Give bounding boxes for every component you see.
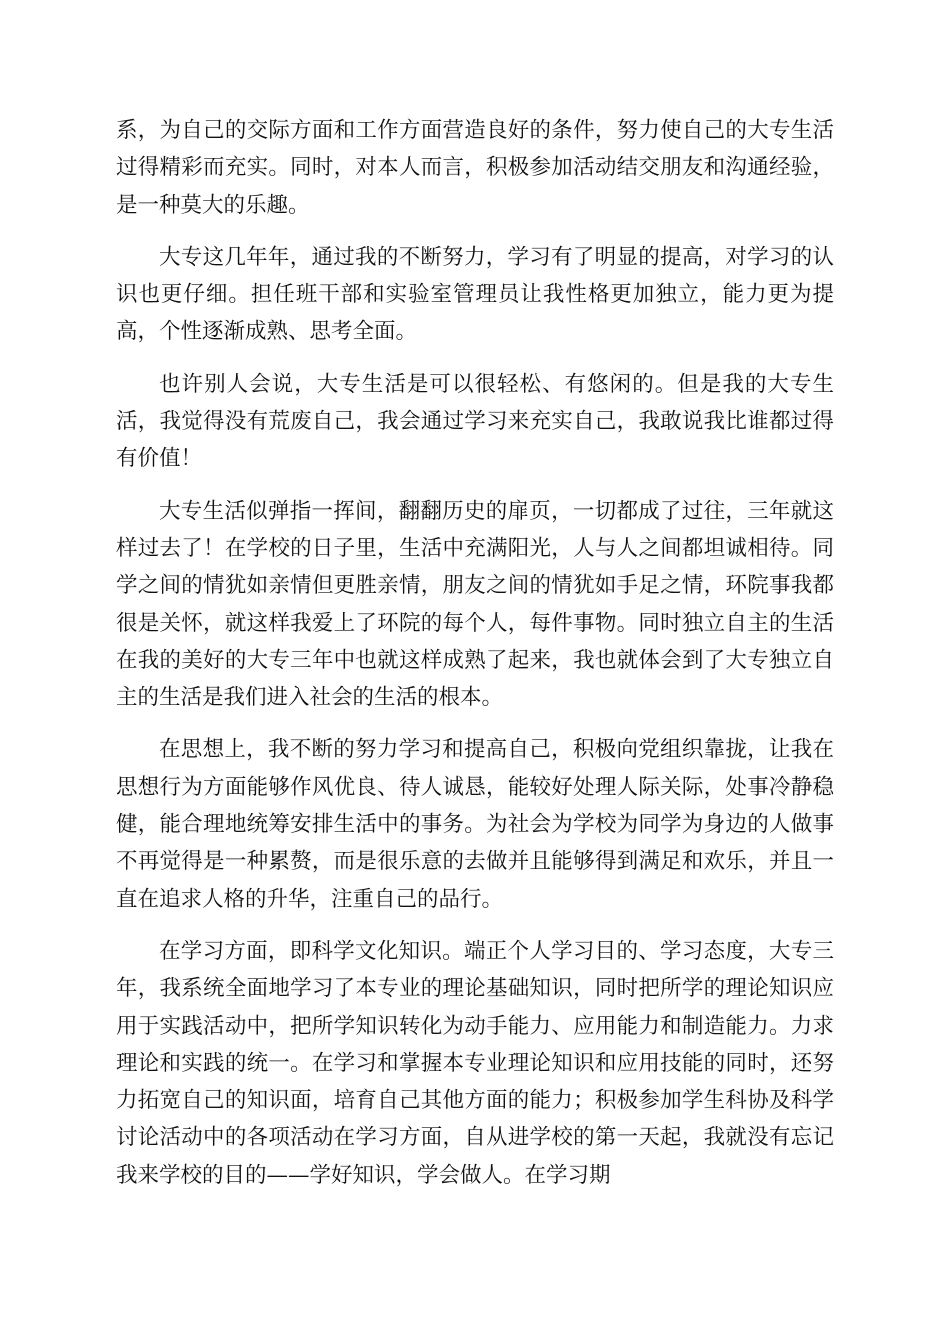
paragraph-5: 在思想上，我不断的努力学习和提高自己，积极向党组织靠拢，让我在思想行为方面能够作风优良、待人诚恳，能较好处理人际关际，处事冷静稳健，能合理地统筹安排生活中的事务。为社会为学校为同学为身边的人做事不再觉得是一种累赘，而是很乐意的去做并且能够得到满足和欢乐，并且一直在追求人格的升华，注重自己的品行。 <box>116 737 834 912</box>
document-body <box>116 112 834 1209</box>
paragraph-6: 在学习方面，即科学文化知识。端正个人学习目的、学习态度，大专三年，我系统全面地学习了本专业的理论基础知识，同时把所学的理论知识应用于实践活动中，把所学知识转化为动手能力、应用能力和制造能力。力求理论和实践的统一。在学习和掌握本专业理论知识和应用技能的同时，还努力拓宽自己的知识面，培育自己其他方面的能力；积极参加学生科协及科学讨论活动中的各项活动在学习方面，自从进学校的第一天起，我就没有忘记我来学校的目的——学好知识，学会做人。在学习期 <box>116 938 834 1188</box>
paragraph-1: 系，为自己的交际方面和工作方面营造良好的条件，努力使自己的大专生活过得精彩而充实。同时，对本人而言，积极参加活动结交朋友和沟通经验，是一种莫大的乐趣。 <box>116 118 834 218</box>
paragraph-3: 也许别人会说，大专生活是可以很轻松、有悠闲的。但是我的大专生活，我觉得没有荒废自己，我会通过学习来充实自己，我敢说我比谁都过得有价值！ <box>116 371 834 472</box>
paragraph-4: 大专生活似弹指一挥间，翻翻历史的扉页，一切都成了过往，三年就这样过去了！在学校的日子里，生活中充满阳光，人与人之间都坦诚相待。同学之间的情犹如亲情但更胜亲情，朋友之间的情犹如手足之情，环院事我都很是关怀，就这样我爱上了环院的每个人，每件事物。同时独立自主的生活在我的美好的大专三年中也就这样成熟了起来，我也就体会到了大专独立自主的生活是我们进入社会的生活的根本。 <box>116 498 834 711</box>
paragraph-2: 大专这几年年，通过我的不断努力，学习有了明显的提高，对学习的认识也更仔细。担任班干部和实验室管理员让我性格更加独立，能力更为提高，个性逐渐成熟、思考全面。 <box>116 244 834 345</box>
